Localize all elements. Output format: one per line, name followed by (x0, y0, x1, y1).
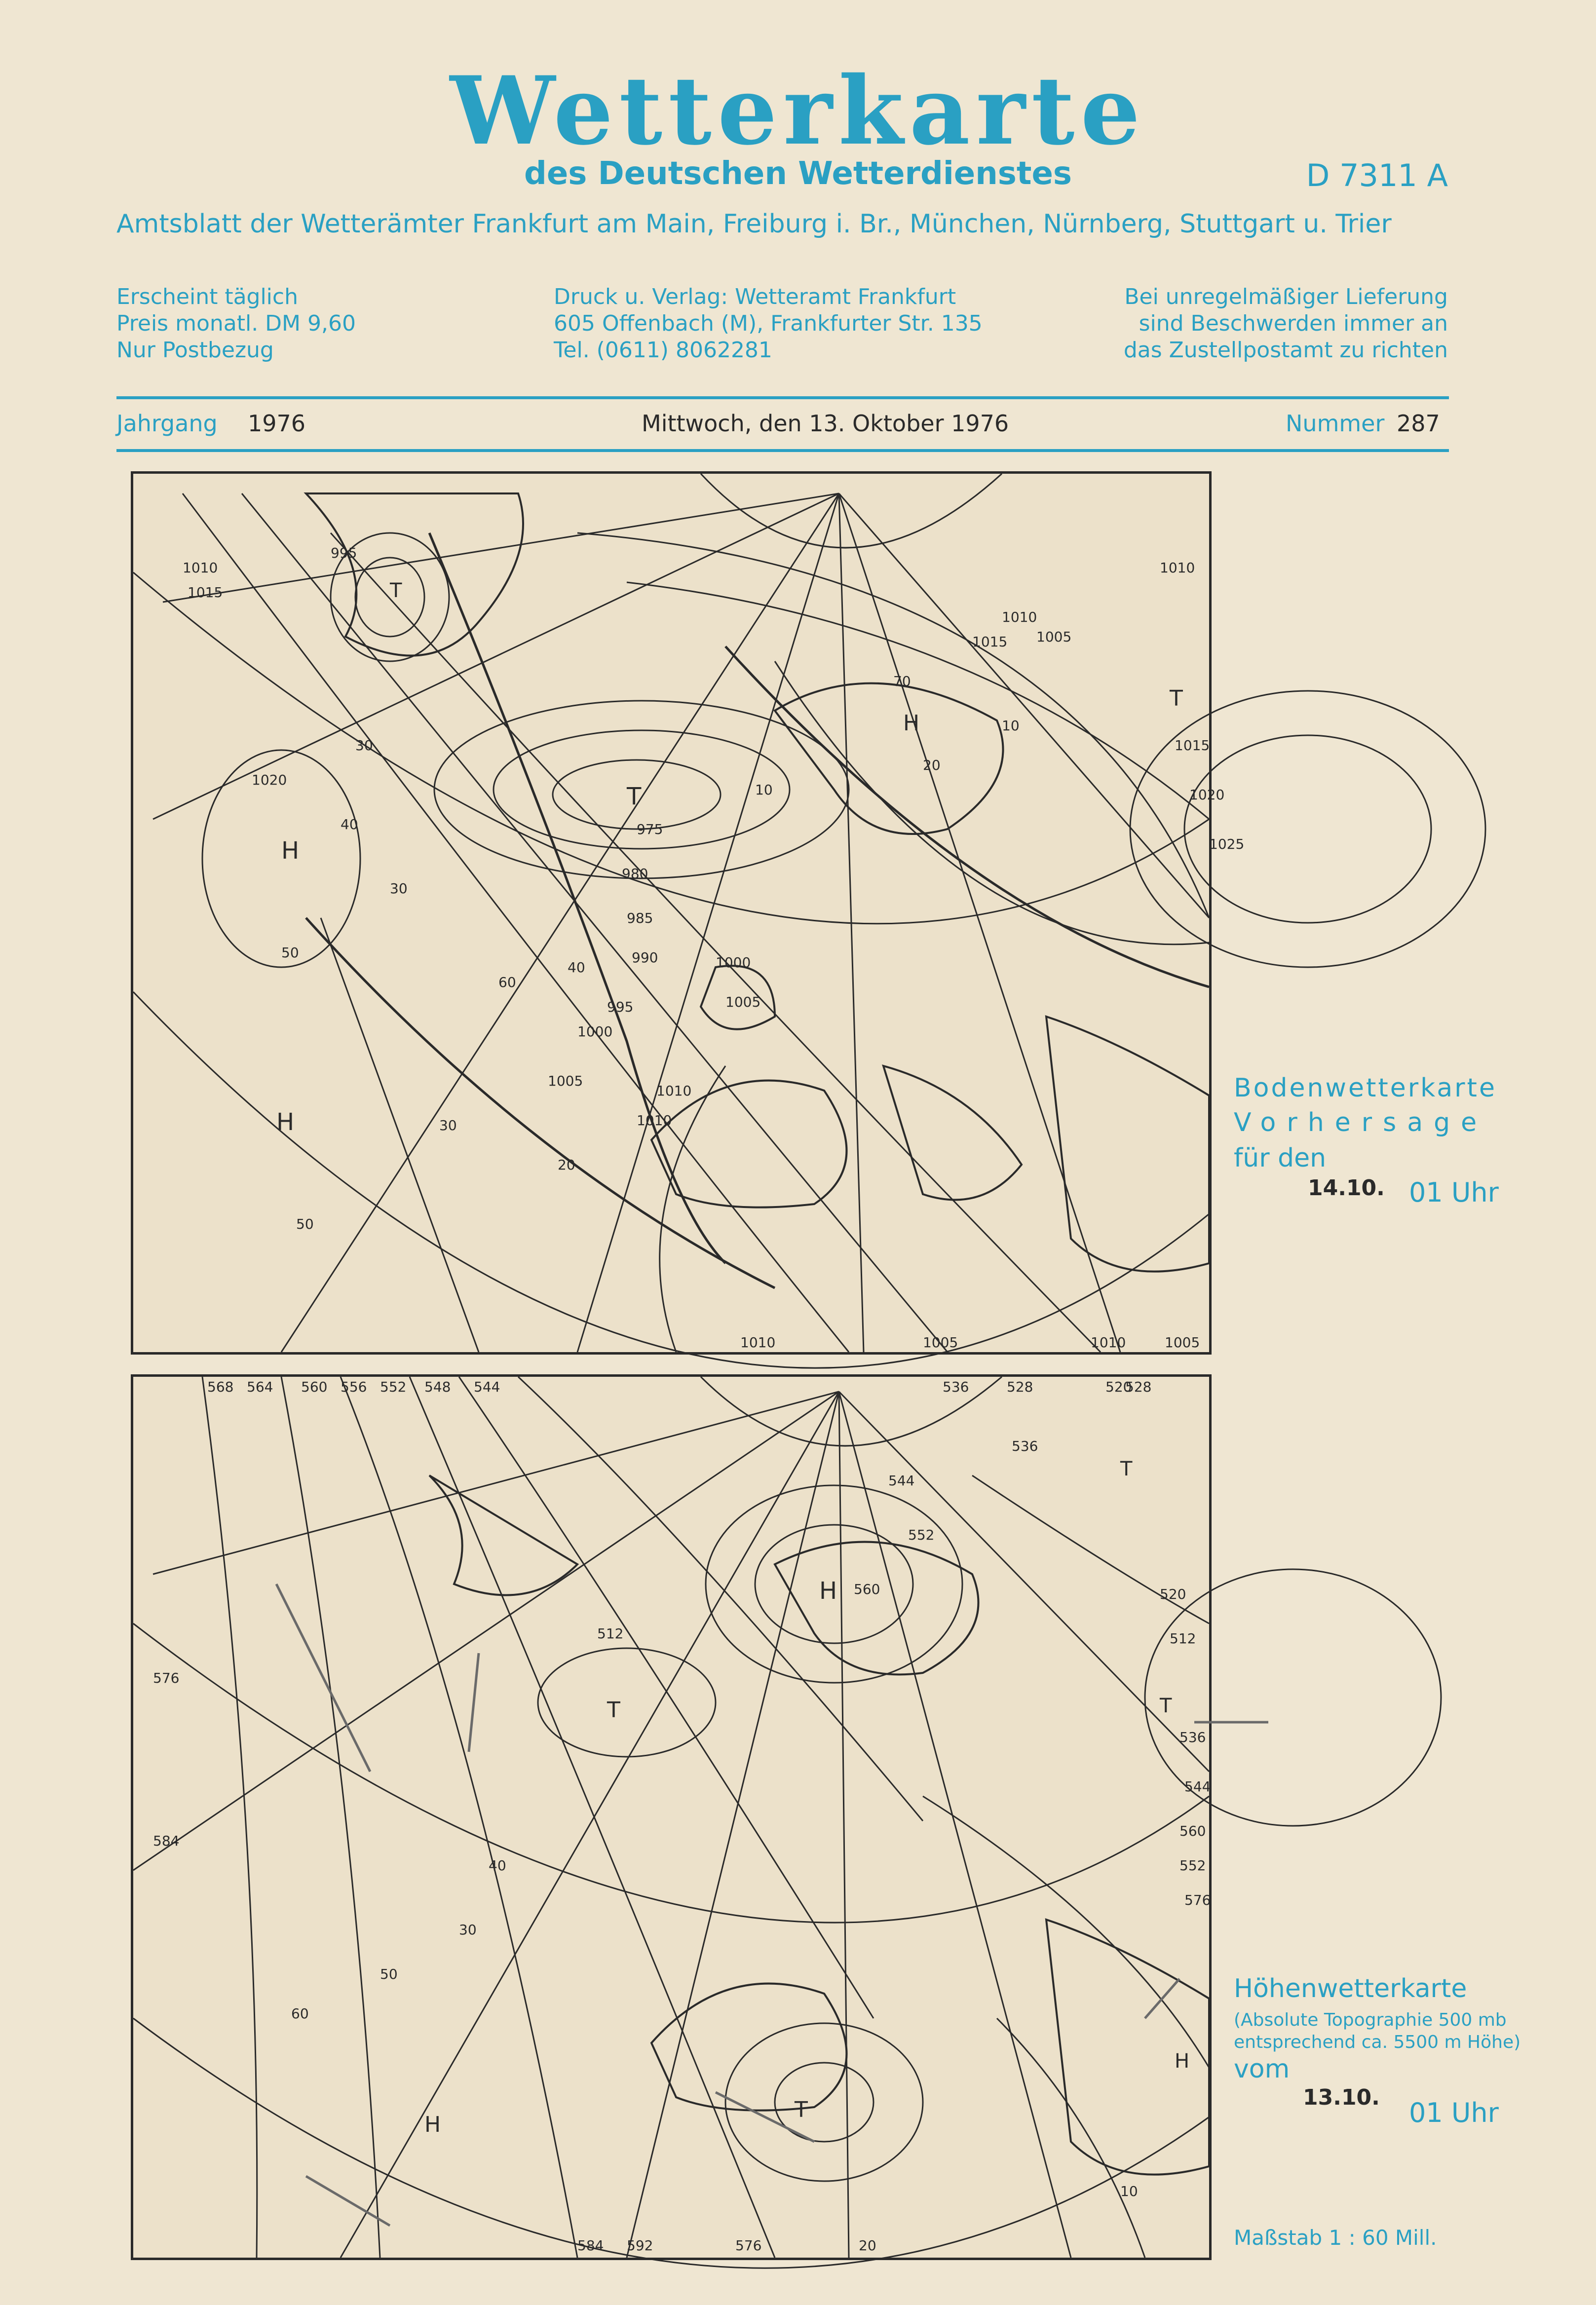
isoline-value-label: 576 (1184, 1892, 1211, 1908)
isoline-value-label: 1005 (923, 1334, 958, 1351)
surface-map-caption-forecast: Vorhersage (1234, 1108, 1488, 1137)
isoline-value-label: 995 (607, 999, 634, 1015)
isoline-value-label: 10 (1120, 2183, 1138, 2199)
isoline-value-label: 40 (568, 959, 585, 976)
isoline-value-label: 30 (355, 737, 373, 754)
isoline-value-label: 520 (1105, 1379, 1132, 1395)
isoline-value-label: 548 (424, 1379, 451, 1395)
isoline-value-label: 40 (341, 816, 358, 832)
isoline-value-label: 512 (1170, 1630, 1196, 1647)
isoline-value-label: 1000 (577, 1023, 613, 1040)
isoline-value-label: 1010 (183, 560, 218, 576)
isoline-value-label: 30 (439, 1117, 457, 1134)
isoline-value-label: 568 (207, 1379, 234, 1395)
isoline-value-label: 536 (1012, 1438, 1038, 1454)
isoline-value-label: 1015 (188, 584, 223, 601)
isoline-value-label: 560 (854, 1581, 880, 1597)
isoline-value-label: 1010 (1160, 560, 1195, 576)
imprint-line: Erscheint täglich (116, 284, 298, 309)
isoline-value-label: 544 (888, 1473, 915, 1489)
imprint-publisher (554, 284, 983, 364)
imprint-line: Bei unregelmäßiger Lieferung (1124, 284, 1448, 309)
isoline-value-label: 30 (459, 1922, 477, 1938)
imprint-line: Druck u. Verlag: Wetteramt Frankfurt (554, 284, 956, 309)
imprint-line: Nur Postbezug (116, 338, 274, 363)
surface-map-caption-for: für den (1234, 1143, 1327, 1173)
surface-map-time: 01 Uhr (1409, 1177, 1499, 1208)
isoline-value-label: 990 (632, 949, 658, 966)
isoline-value-label: 512 (597, 1625, 624, 1642)
imprint-line: das Zustellpostamt zu richten (1123, 338, 1448, 363)
isoline-value-label: 592 (627, 2237, 653, 2254)
isoline-value-label: 576 (153, 1670, 180, 1686)
isoline-value-label: 1005 (725, 994, 761, 1010)
isoline-value-label: 10 (755, 782, 773, 798)
isoline-value-label: 564 (247, 1379, 273, 1395)
isoline-value-label: 1015 (972, 634, 1008, 650)
isoline-value-label: 975 (637, 821, 663, 837)
isoline-value-label: 576 (735, 2237, 762, 2254)
surface-map-drawing (133, 474, 1245, 1352)
isoline-value-label: 544 (1184, 1778, 1211, 1795)
imprint-line: Preis monatl. DM 9,60 (116, 311, 356, 336)
isoline-value-label: 1010 (740, 1334, 776, 1351)
isoline-value-label: 560 (1179, 1823, 1206, 1839)
surface-weather-map (131, 471, 1245, 1355)
isoline-value-label: 50 (281, 945, 299, 961)
issue-date: Mittwoch, den 13. Oktober 1976 (642, 410, 1009, 437)
isoline-value-label: 1005 (1165, 1334, 1200, 1351)
upper-map-caption-detail: entsprechend ca. 5500 m Höhe) (1234, 2032, 1521, 2052)
isoline-value-label: 1010 (637, 1112, 672, 1129)
isoline-value-label: 1010 (656, 1083, 692, 1099)
isoline-value-label: 1010 (1091, 1334, 1126, 1351)
upper-air-map (131, 1374, 1212, 2260)
isoline-value-label: 1005 (1036, 629, 1072, 645)
volume-label: Jahrgang (116, 410, 218, 437)
isoline-value-label: 1020 (252, 772, 287, 788)
issue-code: D 7311 A (1306, 157, 1448, 193)
low-pressure-label: T (1120, 1458, 1133, 1480)
volume-value: 1976 (248, 410, 306, 437)
low-pressure-label: T (795, 2097, 808, 2122)
isoline-value-label: 10 (1002, 718, 1020, 734)
isoline-value-label: 528 (1125, 1379, 1152, 1395)
divider-rule (116, 449, 1449, 452)
masthead-title: Wetterkarte (450, 56, 1146, 166)
number-label: Nummer (1286, 410, 1385, 437)
isoline-value-label: 528 (1007, 1379, 1033, 1395)
imprint-delivery-note (1124, 284, 1448, 364)
isoline-value-label: 552 (1179, 1857, 1206, 1874)
low-pressure-label: T (1160, 1695, 1172, 1717)
isoline-value-label: 995 (331, 545, 357, 561)
isoline-value-label: 60 (291, 2005, 309, 2022)
masthead-subtitle: des Deutschen Wetterdienstes (524, 155, 1072, 192)
isoline-value-label: 536 (1179, 1729, 1206, 1745)
isoline-value-label: 20 (558, 1157, 575, 1173)
imprint-line: sind Beschwerden immer an (1139, 311, 1448, 336)
isoline-value-label: 20 (859, 2237, 876, 2254)
upper-map-caption-title: Höhenwetterkarte (1234, 1974, 1467, 2003)
number-value: 287 (1397, 410, 1440, 437)
surface-map-caption-title: Bodenwetterkarte (1234, 1073, 1497, 1103)
high-pressure-label: H (424, 2112, 441, 2137)
isoline-value-label: 536 (943, 1379, 969, 1395)
isoline-value-label: 552 (908, 1527, 935, 1543)
isoline-value-label: 556 (341, 1379, 367, 1395)
official-gazette-line: Amtsblatt der Wetterämter Frankfurt am Main, Freiburg i. Br., München, Nürnberg, Stuttgart u. Trier (116, 209, 1392, 239)
isoline-value-label: 584 (577, 2237, 604, 2254)
high-pressure-label: H (819, 1577, 837, 1605)
isoline-value-label: 544 (474, 1379, 500, 1395)
upper-map-time: 01 Uhr (1409, 2097, 1499, 2128)
low-pressure-label: T (390, 579, 402, 602)
isoline-value-label: 1000 (716, 954, 751, 971)
high-pressure-label: H (903, 711, 920, 736)
isoline-value-label: 584 (153, 1833, 180, 1849)
upper-map-drawing (133, 1377, 1209, 2258)
upper-map-caption-detail: (Absolute Topographie 500 mb (1234, 2010, 1507, 2030)
low-pressure-label: T (627, 783, 642, 810)
isoline-value-label: 60 (498, 974, 516, 990)
isoline-value-label: 552 (380, 1379, 407, 1395)
high-pressure-label: H (1175, 2050, 1190, 2073)
isoline-value-label: 1005 (548, 1073, 583, 1089)
divider-rule (116, 396, 1449, 399)
isoline-value-label: 20 (923, 757, 941, 773)
isoline-value-label: 1015 (1175, 737, 1210, 754)
isoline-value-label: 1010 (1002, 609, 1037, 625)
imprint-subscription (116, 284, 356, 364)
isoline-value-label: 30 (390, 880, 408, 897)
isoline-value-label: 70 (893, 673, 911, 689)
isoline-value-label: 1020 (1189, 787, 1225, 803)
upper-map-date: 13.10. (1303, 2085, 1380, 2110)
isoline-value-label: 50 (380, 1966, 398, 1982)
low-pressure-label: T (1170, 686, 1183, 711)
upper-map-caption-from: vom (1234, 2054, 1290, 2084)
isoline-value-label: 1025 (1209, 836, 1245, 852)
isoline-value-label: 980 (622, 866, 648, 882)
high-pressure-label: H (281, 837, 300, 865)
imprint-line: 605 Offenbach (M), Frankfurter Str. 135 (554, 311, 983, 336)
isoline-value-label: 40 (489, 1857, 506, 1874)
high-pressure-label: H (276, 1108, 295, 1136)
isoline-value-label: 520 (1160, 1586, 1186, 1602)
imprint-line: Tel. (0611) 8062281 (554, 338, 772, 363)
isoline-value-label: 50 (296, 1216, 314, 1232)
isoline-value-label: 985 (627, 910, 653, 926)
isoline-value-label: 560 (301, 1379, 328, 1395)
map-scale: Maßstab 1 : 60 Mill. (1234, 2226, 1437, 2250)
low-pressure-label: T (607, 1698, 620, 1723)
surface-map-date: 14.10. (1308, 1175, 1385, 1201)
